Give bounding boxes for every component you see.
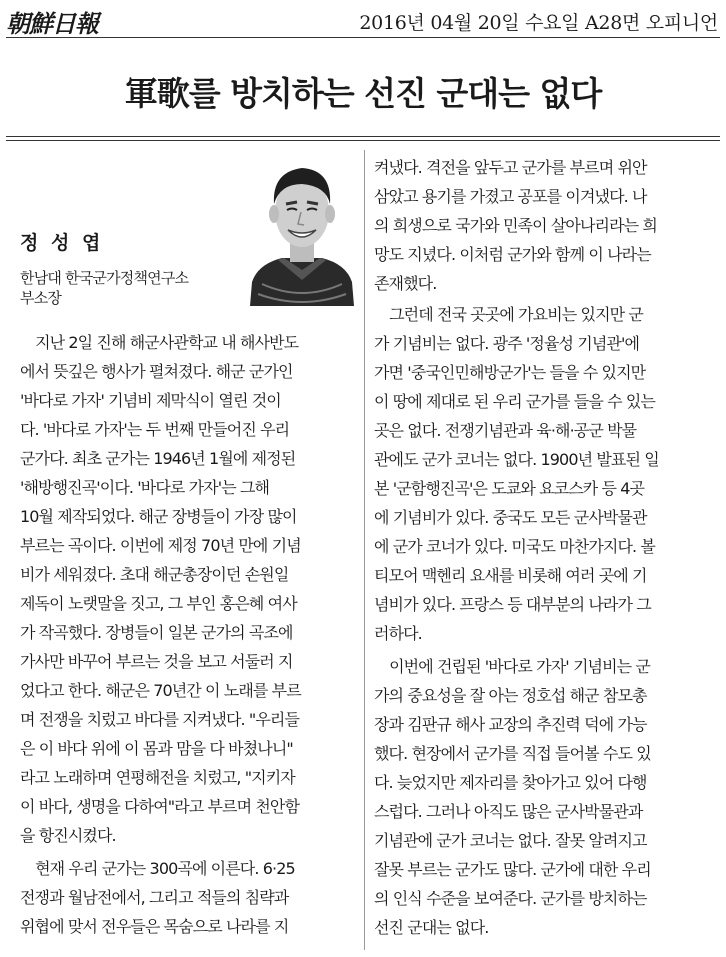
body-line: 티모어 맥헨리 요새를 비롯해 여러 곳에 기 (374, 566, 647, 585)
body-line: 이번에 건립된 '바다로 가자' 기념비는 군 (374, 657, 650, 676)
body-line: 잘못 부르는 군가도 많다. 군가에 대한 우리 (374, 860, 651, 879)
body-line: 가사만 바꾸어 부르는 것을 보고 서둘러 지 (20, 652, 293, 671)
column-divider (364, 150, 365, 950)
body-line: 었다고 한다. 해군은 70년간 이 노래를 부르 (20, 681, 301, 700)
affiliation-line-1: 한남대 한국군가정책연구소 (20, 269, 189, 287)
body-line: 가 기념비는 없다. 광주 '정율성 기념관'에 (374, 334, 640, 353)
body-line: 관에도 군가 코너는 없다. 1900년 발표된 일 (374, 450, 659, 469)
body-line: 다. '바다로 가자'는 두 번째 만들어진 우리 (20, 420, 290, 439)
body-line: '바다로 가자' 기념비 제막식이 열린 것이 (20, 391, 281, 410)
body-line: 이 바다, 생명을 다하여"라고 부르며 천안함 (20, 797, 300, 816)
author-photo (248, 152, 356, 306)
headline-rule-top (6, 136, 720, 137)
body-line: 삼았고 용기를 가졌고 공포를 이겨냈다. 나 (374, 187, 647, 206)
body-line: 10월 제작되었다. 해군 장병들이 가장 많이 (20, 507, 297, 526)
body-line: 을 항진시켰다. (20, 826, 116, 845)
body-line: 에 기념비가 있다. 중국도 모든 군사박물관 (374, 508, 647, 527)
affiliation-line-2: 부소장 (20, 289, 62, 307)
body-line: '해방행진곡'이다. '바다로 가자'는 그해 (20, 478, 270, 497)
author-name: 정 성 엽 (20, 232, 104, 254)
body-line: 다. 늦었지만 제자리를 찾아가고 있어 다행 (374, 773, 647, 792)
body-line: 부르는 곡이다. 이번에 제정 70년 만에 기념 (20, 536, 301, 555)
body-line: 의 희생으로 국가와 민족이 살아나리라는 희 (374, 216, 657, 235)
body-line: 장과 김판규 해사 교장의 추진력 덕에 가능 (374, 715, 647, 734)
body-line: 전쟁과 월남전에서, 그리고 적들의 침략과 (20, 888, 289, 907)
body-line: 가면 '중국인민해방군가'는 들을 수 있지만 (374, 363, 646, 382)
masthead-logo: 朝鮮日報 (6, 9, 98, 38)
headline: 軍歌를 방치하는 선진 군대는 없다 (124, 74, 602, 113)
body-line: 스럽다. 그러나 아직도 많은 군사박물관과 (374, 802, 643, 821)
body-line: 에 군가 코너가 있다. 미국도 마찬가지다. 볼 (374, 537, 655, 556)
body-line: 지난 2일 진해 해군사관학교 내 해사반도 (20, 333, 299, 352)
body-line: 념비가 있다. 프랑스 등 대부분의 나라가 그 (374, 595, 651, 614)
body-line: 위협에 맞서 전우들은 목숨으로 나라를 지 (20, 917, 289, 936)
body-line: 가의 중요성을 잘 아는 정호섭 해군 참모총 (374, 686, 647, 705)
body-line: 군가다. 최초 군가는 1946년 1월에 제정된 (20, 449, 296, 468)
body-line: 존재했다. (374, 274, 437, 293)
body-line: 비가 세워졌다. 초대 해군총장이던 손원일 (20, 565, 289, 584)
body-line: 라고 노래하며 연평해전을 치렀고, "지키자 (20, 768, 295, 787)
top-divider (6, 37, 720, 38)
body-line: 곳은 없다. 전쟁기념관과 육·해·공군 박물 (374, 421, 637, 440)
body-line: 러하다. (374, 624, 422, 643)
body-line: 은 이 바다 위에 이 몸과 맘을 다 바쳤나니" (20, 739, 293, 758)
body-line: 제독이 노랫말을 짓고, 그 부인 홍은혜 여사 (20, 594, 297, 613)
headline-rule-bottom (6, 140, 720, 141)
body-line: 가 작곡했다. 장병들이 일본 군가의 곡조에 (20, 623, 293, 642)
body-line: 에서 뜻깊은 행사가 펼쳐졌다. 해군 군가인 (20, 362, 293, 381)
body-line: 이 땅에 제대로 된 우리 군가를 들을 수 있는 (374, 392, 655, 411)
body-line: 기념관에 군가 코너는 없다. 잘못 알려지고 (374, 831, 647, 850)
body-line: 현재 우리 군가는 300곡에 이른다. 6·25 (20, 859, 295, 878)
body-line: 선진 군대는 없다. (374, 918, 489, 937)
body-line: 켜냈다. 격전을 앞두고 군가를 부르며 위안 (374, 158, 647, 177)
body-line: 했다. 현장에서 군가를 직접 들어볼 수도 있 (374, 744, 651, 763)
author-affiliation (20, 268, 260, 308)
body-line: 망도 지녔다. 이처럼 군가와 함께 이 나라는 (374, 245, 651, 264)
body-line: 며 전쟁을 치렀고 바다를 지켜냈다. "우리들 (20, 710, 300, 729)
body-line: 의 인식 수준을 보여준다. 군가를 방치하는 (374, 889, 647, 908)
dateline: 2016년 04월 20일 수요일 A28면 오피니언 (359, 12, 718, 34)
body-line: 본 '군함행진곡'은 도쿄와 요코스카 등 4곳 (374, 479, 645, 498)
body-line: 그런데 전국 곳곳에 가요비는 있지만 군 (374, 305, 643, 324)
